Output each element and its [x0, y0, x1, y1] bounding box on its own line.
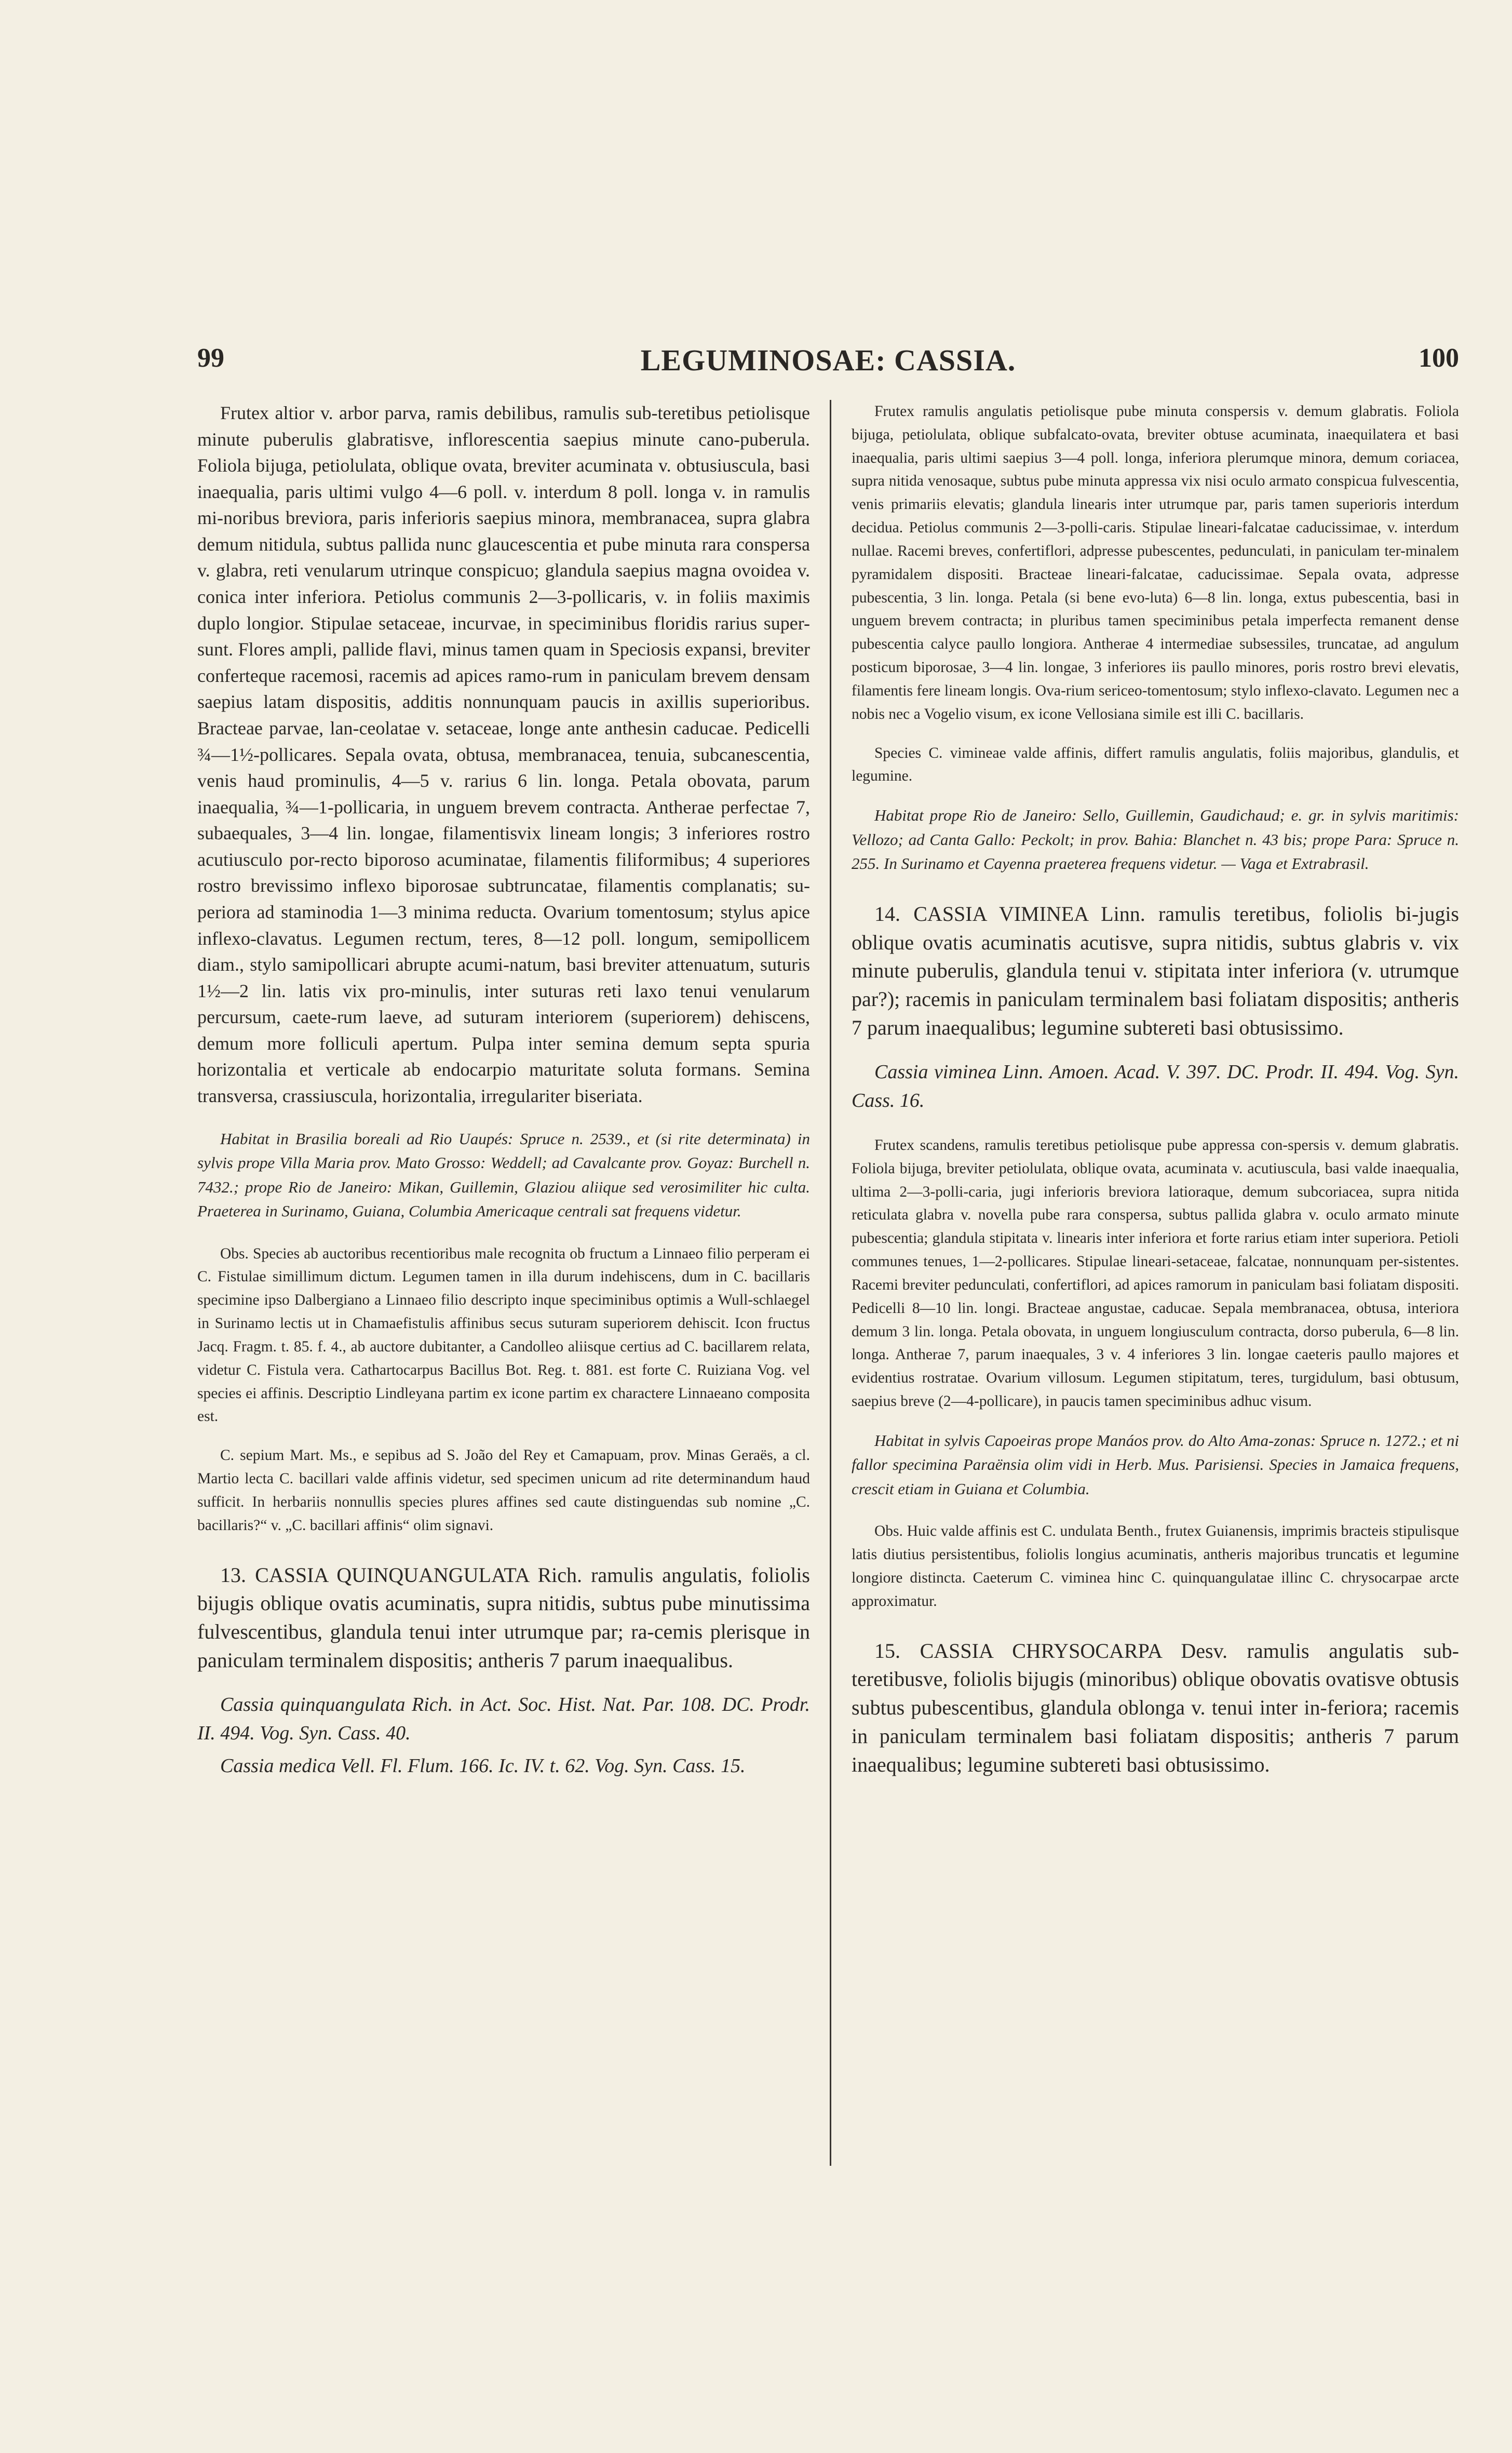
running-title: LEGUMINOSAE: CASSIA. [640, 343, 1016, 377]
description-paragraph: Frutex scandens, ramulis teretibus petiolisque pube appressa con-spersis v. demum glabratis. Foliola bijuga, breviter petiolulata, oblique ovata, acuminata v. acutiuscula, basi valde inaequalia, ultima 2—3-polli-caria, jugi inferioris breviora latioraque, demum subcoriacea, supra nitida reticulata glabra v. novella pube rara conspersa, subtus pallida glabra v. oculo armato minute pubescentia; glandula stipitata v. linearis inter inferiora et forte rarius etiam inter superiora. Petioli communes tenues, 1—2-pollicares. Stipulae lineari-setaceae, falcatae, nonnunquam per-sistentes. Racemi breviter pedunculati, confertiflori, ad apices ramorum in paniculam basi foliatam dispositi. Pedicelli 8—10 lin. longi. Bracteae angustae, caducae. Sepala membranacea, obtusa, interiora demum 3 lin. longa. Petala obovata, in unguem longiusculum contracta, dorso puberula, 6—8 lin. longa. Antherae 7, parum inaequales, 3 v. 4 inferiores 3 lin. longae caeteris paullo majores et evidentius rostratae. Ovarium villosum. Legumen stipitatum, teres, turgidulum, basi obtusum, saepius breve (2—4-pollicare), in paucis tamen speciminibus adhuc visum. [852, 1136, 1459, 1410]
habitat-paragraph: Habitat in sylvis Capoeiras prope Manáos prov. do Alto Ama-zonas: Spruce n. 1272.; et ni fallor specimina Paraënsia olim vidi in Herb. Mus. Parisiensi. Species in Jamaica frequens, crescit etiam in Guiana et Columbia. [852, 1431, 1459, 1498]
synonym-line: Cassia quinquangulata Rich. in Act. Soc. Hist. Nat. Par. 108. DC. Prodr. II. 494. Vog. Syn. Cass. 40. [197, 1693, 810, 1744]
synonym-line: Cassia medica Vell. Fl. Flum. 166. Ic. IV. t. 62. Vog. Syn. Cass. 15. [220, 1754, 746, 1777]
habitat-paragraph: Habitat prope Rio de Janeiro: Sello, Guillemin, Gaudichaud; e. gr. in sylvis maritimis: Vellozo; ad Canta Gallo: Peckolt; in prov. Bahia: Blanchet n. 43 bis; prope Para: Spruce n. 255. In Surinamo et Cayenna praeterea frequens videtur. — Vaga et Extrabrasil. [852, 806, 1459, 873]
synonym-line: Cassia viminea Linn. Amoen. Acad. V. 397. DC. Prodr. II. 494. Vog. Syn. Cass. 16. [852, 1061, 1459, 1111]
left-column [197, 400, 810, 1799]
species-14-heading: 14. CASSIA VIMINEA Linn. ramulis teretibus, foliolis bi-jugis oblique ovatis acuminatis acutisve, supra nitidis, subtus glabris v. vix minute puberulis, glandula tenui v. stipitata inter inferiora (v. utrumque par?); racemis in paniculam terminalem basi foliatam dispositis; antheris 7 parum inaequalibus; legumine subtereti basi obtusissimo. [852, 902, 1459, 1039]
observation-paragraph: Obs. Huic valde affinis est C. undulata Benth., frutex Guianensis, imprimis bracteis stipulisque latis diutius persistentibus, foliolis longius acuminatis, antheris majoribus truncatis et legumine longiore distincta. Caeterum C. viminea hinc C. quinquangulatae illinc C. chrysocarpae arcte approximatur. [852, 1523, 1459, 1610]
species-15-heading: 15. CASSIA CHRYSOCARPA Desv. ramulis angulatis sub-teretibusve, foliolis bijugis (minoribus) oblique obovatis ovatisve obtusis subtus pubescentibus, glandula oblonga v. tenui inter in-feriora; racemis in paniculam terminalem basi foliatam dispositis; antheris 7 parum inaequalibus; legumine subtereti basi obtusissimo. [852, 1639, 1459, 1776]
description-paragraph: Frutex altior v. arbor parva, ramis debilibus, ramulis sub-teretibus petiolisque minute puberulis glabratisve, inflorescentia saepius minute cano-puberula. Foliola bijuga, petiolulata, oblique ovata, breviter acuminata v. obtusiuscula, basi inaequalia, paris ultimi vulgo 4—6 poll. v. interdum 8 poll. longa v. in ramulis mi-noribus breviora, paris inferioris saepius minora, membranacea, supra glabra demum nitidula, subtus pallida nunc glaucescentia et pube minuta rara conspersa v. glabra, reti venularum utrinque conspicuo; glandula saepius magna ovoidea v. conica inter inferiora. Petiolus communis 2—3-pollicaris, v. in foliis maximis duplo longior. Stipulae setaceae, incurvae, in speciminibus floridis rarius super-sunt. Flores ampli, pallide flavi, minus tamen quam in Speciosis expansi, breviter conferteque racemosi, racemis ad apices ramo-rum in paniculam brevem densam saepius latam dispositis, additis nonnunquam paucis in axillis superioribus. Bracteae parvae, lan-ceolatae v. setaceae, longe ante anthesin caducae. Pedicelli ¾—1½-pollicares. Sepala ovata, obtusa, membranacea, tenuia, subcanescentia, venis haud prominulis, 4—5 v. rarius 6 lin. longa. Petala obovata, parum inaequalia, ¾—1-pollicaria, in unguem brevem contracta. Antherae perfectae 7, subaequales, 3—4 lin. longae, filamentisvix lineam longis; 3 inferiores rostro acutiusculo por-recto biporoso acuminatae, filamentis filiformibus; 4 superiores rostro brevissimo inflexo biporosae subtruncatae, filamentis complanatis; su-periora ad staminodia 1—3 minima reducta. Ovarium tomentosum; stylus apice inflexo-clavatus. Legumen rectum, teres, 8—12 poll. longum, semipollicem diam., stylo samipollicari abrupte acumi-natum, basi breviter attenuatum, suturis 1½—2 lin. latis vix pro-minulis, inter suturas reti laxo tenui venularum percursum, caete-rum laeve, ad suturam interiorem (superiorem) dehiscens, demum more folliculi apertum. Pulpa inter semina demum septa spuria horizontalia et verticale ab endocarpio maturitate soluta formans. Semina transversa, crassiuscula, horizontalia, irregulariter biseriata. [197, 403, 810, 1107]
description-paragraph: Frutex ramulis angulatis petiolisque pube minuta conspersis v. demum glabratis. Foliola bijuga, petiolulata, oblique subfalcato-ovata, breviter obtuse acuminata, inaequilatera et basi inaequalia, paris ultimi saepius 3—4 poll. longa, inferiora plerumque minora, demum coriacea, supra nitida venosaque, subtus pube minuta appressa vix nisi oculo armato conspicua fulvescentia, venis primariis elevatis; glandula linearis inter utrumque par, paris tamen superioris interdum decidua. Petiolus communis 2—3-polli-caris. Stipulae lineari-falcatae caducissimae, v. interdum nullae. Racemi breves, confertiflori, adpresse pubescentes, pedunculati, in paniculam ter-minalem pyramidalem dispositi. Bracteae lineari-falcatae, caducissimae. Sepala ovata, adpresse pubescentia, 3 lin. longa. Petala (si bene evo-luta) 6—8 lin. longa, extus pubescentia, basi in unguem brevem contracta; in pluribus tamen speciminibus petala imperfecta remanent dense pubescentia calyce paullo longiora. Antherae 4 intermediae subsessiles, truncatae, ad angulum posticum biporosae, 3—4 lin. longae, 3 inferiores iis paullo minores, poris rostro brevi elevatis, filamentis fere lineam longis. Ova-rium sericeo-tomentosum; stylo inflexo-clavato. Legumen nec a nobis nec a Vogelio visum, ex icone Vellosiana simile est illi C. bacillaris. [852, 403, 1459, 722]
comparison-paragraph: Species C. vimineae valde affinis, differt ramulis angulatis, foliis majoribus, glandulis, et legumine. [852, 744, 1459, 785]
note-paragraph: C. sepium Mart. Ms., e sepibus ad S. João del Rey et Camapuam, prov. Minas Geraës, a cl. Martio lecta C. bacillari valde affinis videtur, sed specimen unicum ad rite determinandum haud sufficit. In herbariis nonnullis species plures affines sed caute distinguendas sub nomine „C. bacillaris?“ v. „C. bacillari affinis“ olim signavi. [197, 1447, 810, 1534]
species-13-heading: 13. CASSIA QUINQUANGULATA Rich. ramulis angulatis, foliolis bijugis oblique ovatis acuminatis, supra nitidis, subtus pube minutissima fulvescentibus, glandula tenui inter utrumque par; ra-cemis plerisque in paniculam terminalem dispositis; antheris 7 parum inaequalibus. [197, 1563, 810, 1672]
column-divider [830, 400, 831, 2166]
habitat-paragraph: Habitat in Brasilia boreali ad Rio Uaupés: Spruce n. 2539., et (si rite determinata) in sylvis prope Villa Maria prov. Mato Grosso: Weddell; ad Cavalcante prov. Goyaz: Burchell n. 7432.; prope Rio de Janeiro: Mikan, Guillemin, Glaziou aliique sed verosimiliter hic culta. Praeterea in Surinamo, Guiana, Columbia Americaque centrali sat frequens videtur. [197, 1129, 810, 1221]
right-column [852, 400, 1459, 1795]
observation-paragraph: Obs. Species ab auctoribus recentioribus male recognita ob fructum a Linnaeo filio perperam ei C. Fistulae simillimum dictum. Legumen tamen in illa durum indehiscens, dum in C. bacillaris specimine ipso Dalbergiano a Linnaeo filio descripto inque speciminibus optimis a Wull-schlaegel in Surinamo lectis ut in Chamaefistulis affinibus secus suturam superiorem dehiscit. Icon fructus Jacq. Fragm. t. 85. f. 4., ab auctore dubitanter, a Candolleo aliisque certius ad C. bacillarem relata, videtur C. Fistula vera. Cathartocarpus Bacillus Bot. Reg. t. 881. est forte C. Ruiziana Vog. vel species ei affinis. Descriptio Lindleyana partim ex icone partim ex charactere Linnaeano composita est. [197, 1245, 810, 1425]
page-number-left: 99 [197, 343, 224, 373]
page-header [197, 343, 1459, 384]
page-number-right: 100 [1419, 343, 1459, 373]
